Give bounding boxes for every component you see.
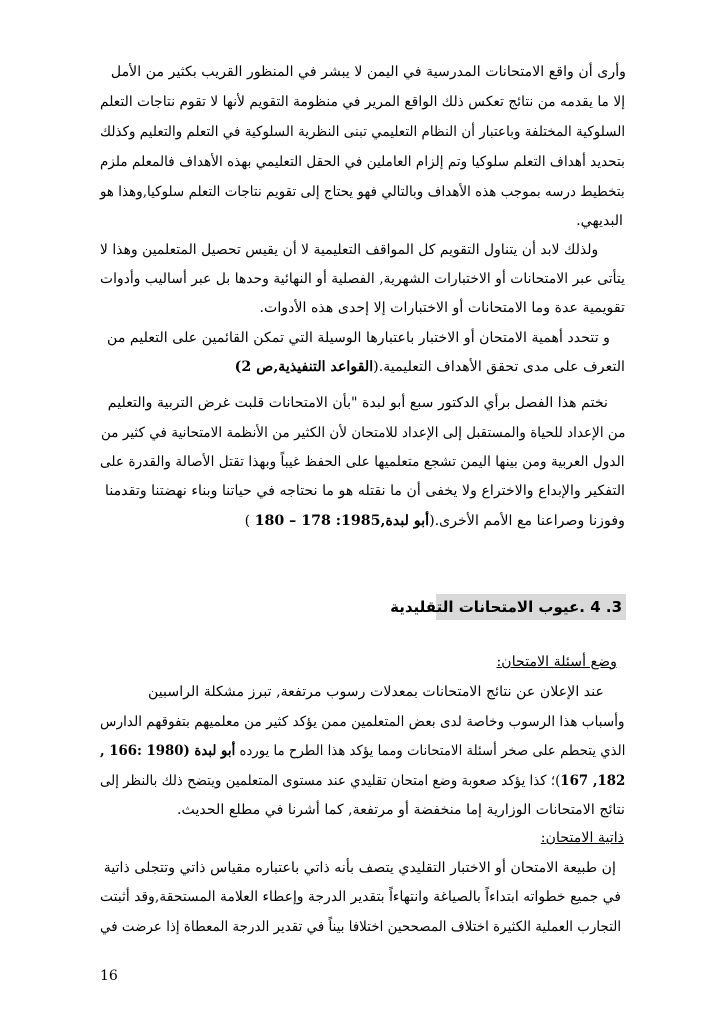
p3-line-2 <box>235 357 625 377</box>
p6-line-3: التجارب العملية الكثيرة اختلاف المصححين اختلافا بيناً في تقدير الدرجة المعطاة إذا عرضت في <box>99 919 621 935</box>
citation-abu-libdeh-1980: أبو لبدة (1980 :166 , <box>99 743 235 759</box>
p5-line-3 <box>100 741 625 761</box>
p5-line-4-text: )؛ كذا يؤكد صعوبة وضع امتحان تقليدي عند مستوى المتعلمين ويتضح ذلك بالنظر إلى <box>99 773 560 789</box>
p5-line-3-text: الذي يتحطم على صخر أسئلة الامتحانات ومما يؤكد هذا الطرح ما يورده <box>234 743 626 759</box>
p4-line-4: التفكير والإبداع والاختراع ولا يخفى أن ما نقتله هو ما نحتاجه في حياتنا وبناء نهضتنا وتقدمنا <box>105 483 625 499</box>
page-number: 16 <box>100 968 118 984</box>
p3-line-1: و تتحدد أهمية الامتحان أو الاختبار باعتبارها الوسيلة التي تمكن القائمين على التعليم من <box>107 330 610 346</box>
p1-line-4: بتحديد أهداف التعلم سلوكيا وتم إلزام العاملين في الحقل التعليمي بهذه الأهداف فالمعلم ملزم <box>100 154 625 170</box>
p2-line-1: ولذلك لابد أن يتناول التقويم كل المواقف التعليمية لا أن يقيس تحصيل المتعلمين وهذا لا <box>99 242 598 258</box>
p4-line-5 <box>245 511 625 531</box>
p1-line-5: بتخطيط درسه بموجب هذه الأهداف وبالتالي فهو يحتاج إلى تقويم نتاجات التعلم سلوكيا,وهذا هو <box>100 184 625 200</box>
p1-line-6: البديهي. <box>576 213 623 229</box>
p1-line-3: السلوكية المختلفة وباعتبار أن النظام التعليمي تبنى النظرية السلوكية في التعلم والتعليم وكذلك <box>99 124 625 140</box>
p5-line-1: عند الإعلان عن نتائج الامتحانات بمعدلات رسوب مرتفعة, تبرز مشكلة الراسبين <box>147 684 604 700</box>
p3-line-2-text: التعرف على مدى تحقق الأهداف التعليمية.( <box>373 359 625 375</box>
p1-line-1: وأرى أن واقع الامتحانات المدرسية في اليمن لا يبشر في المنظور القريب بكثير من الأمل <box>110 64 626 80</box>
p4-line-1: نختم هذا الفصل برأي الدكتور سبع أبو لبدة "بأن الامتحانات قلبت غرض التربية والتعليم <box>107 395 608 411</box>
p4-last-text: وفوزنا وصراعنا مع الأمم الأخرى.( <box>429 513 625 529</box>
p5-line-5: نتائج الامتحانات الوزارية إما منخفضة أو مرتفعة, كما أشرنا في مطلع الحديث. <box>177 802 625 818</box>
p4-line-2: من الإعداد للحياة والمستقبل إلى الإعداد للامتحان لأن الكثير من الأنظمة الامتحانية في كثير من <box>100 425 625 441</box>
p5-line-4 <box>100 771 625 791</box>
p4-line-3: الدول العربية ومن بينها اليمن تشجع متعلميها على الحفظ غيباً وبهذا تقتل الأصالة والقدرة على <box>100 454 625 470</box>
citation-pages: 182, 167 <box>559 773 625 789</box>
p4-last-end: ) <box>244 513 255 529</box>
p5-line-2: وأسباب هذا الرسوب وخاصة لدى بعض المتعلمين ممن يؤكد كثير من معلميهم بتفوقهم الدارس <box>100 714 625 730</box>
subheading-exam-subjectivity: ذاتية الامتحان: <box>540 830 624 846</box>
p2-line-2: يتأتى عبر الامتحانات أو الاختبارات الشهرية, الفصلية أو النهائية وحدها بل عبر أساليب وأدوات <box>100 271 625 287</box>
subheading-exam-questions: وضع أسئلة الامتحان: <box>496 654 617 670</box>
p1-line-2: إلا ما يقدمه من نتائج تعكس ذلك الواقع المرير في منظومة التقويم لأنها لا تقوم نتاجات التعلم <box>99 94 625 110</box>
citation-rules: القواعد التنفيذية, <box>273 359 374 375</box>
p2-line-3: تقويمية عدة وما الامتحانات أو الاختبارات إلا إحدى هذه الأدوات. <box>259 300 625 316</box>
citation-page: ص 2) <box>234 359 274 375</box>
p6-line-2: في جميع خطواته ابتداءاً بالصياغة وانتهاءاً بتقدير الدرجة وإعطاء العلامة المستحقة,وقد أثبتت <box>99 889 621 905</box>
section-heading: 3. 4 .عيوب الامتحانات التقليدية <box>390 598 622 616</box>
citation-abu-libdeh: أبو لبدة,1985: 178 – 180 <box>254 513 430 529</box>
p6-line-1: إن طبيعة الامتحان أو الاختبار التقليدي يتصف بأنه ذاتي باعتباره مقياس ذاتي وتتجلى ذاتية <box>103 860 616 876</box>
